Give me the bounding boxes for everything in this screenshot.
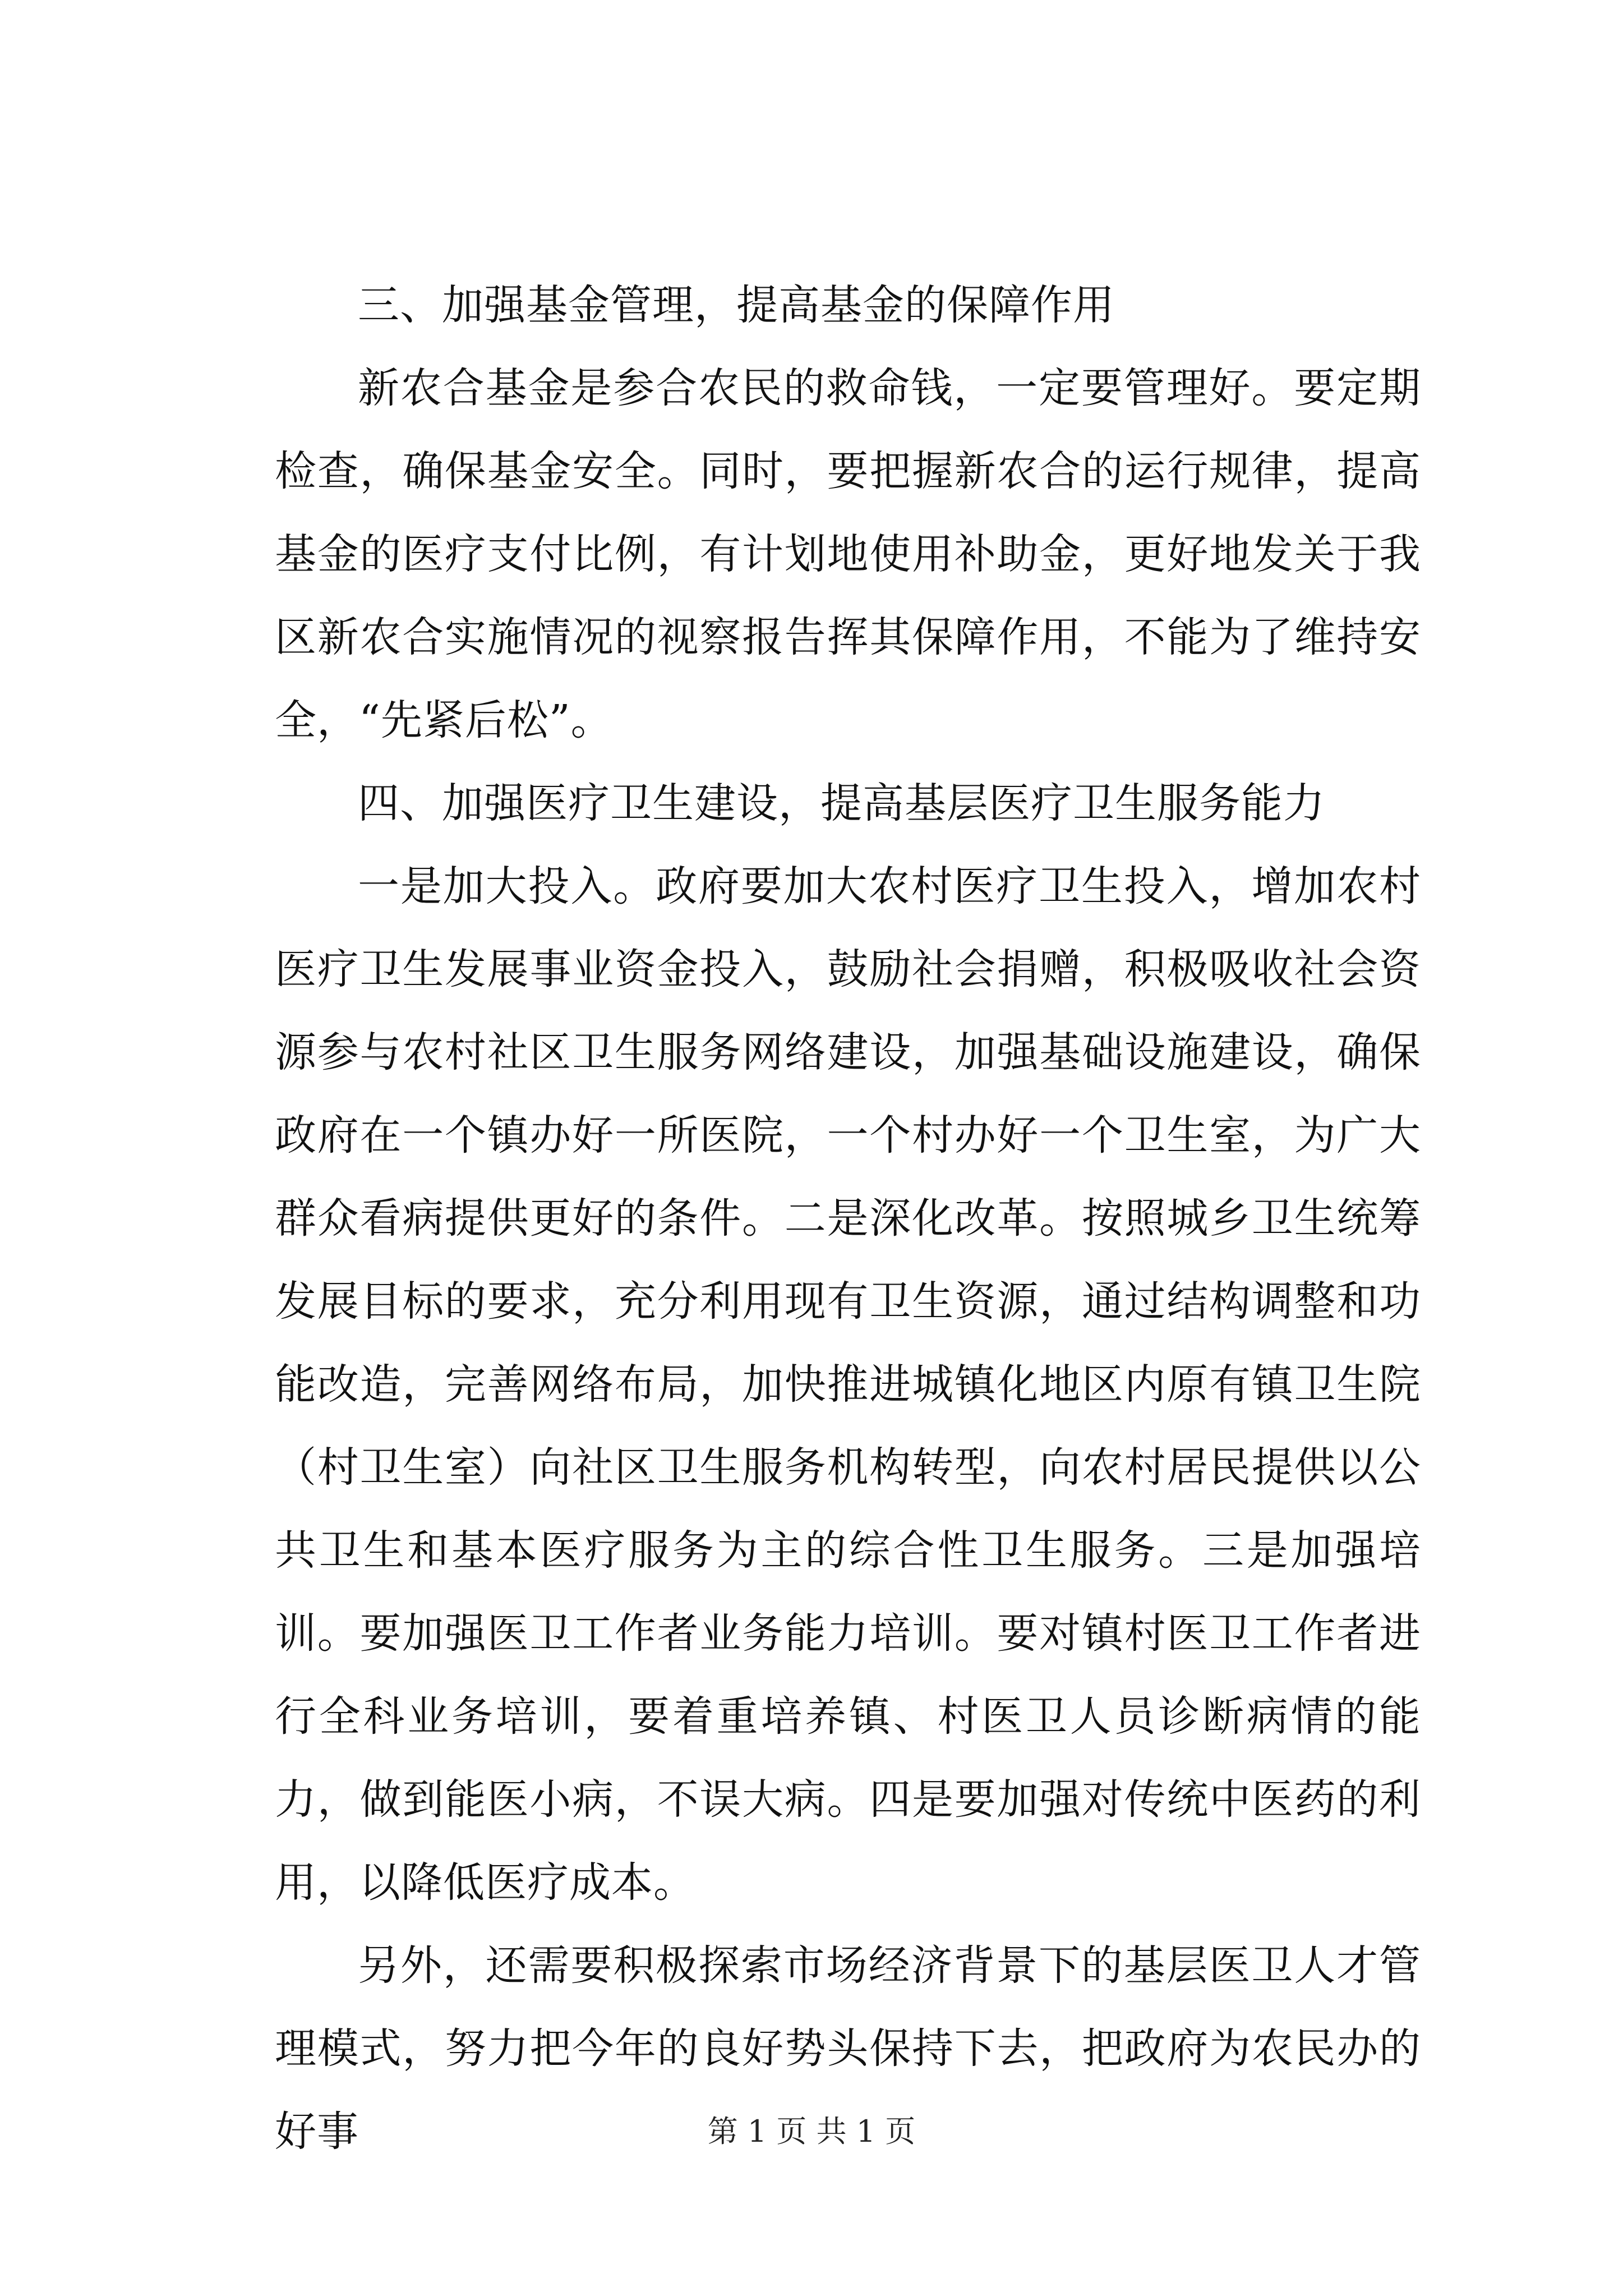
- section-heading-3: 三、加强基金管理，提高基金的保障作用: [358, 281, 1115, 329]
- section-heading-4: 四、加强医疗卫生建设，提高基层医疗卫生服务能力: [358, 779, 1325, 827]
- paragraph-healthcare-building: 一是加大投入。政府要加大农村医疗卫生投入，增加农村医疗卫生发展事业资金投入，鼓励社会捐赠，积极吸收社会资源参与农村社区卫生服务网络建设，加强基础设施建设，确保政府在一个镇办好一所医院，一个村办好一个卫生室，为广大群众看病提供更好的条件。二是深化改革。按照城乡卫生统筹发展目标的要求，充分利用现有卫生资源，通过结构调整和功能改造，完善网络布局，加快推进城镇化地区内原有镇卫生院（村卫生室）向社区卫生服务机构转型，向农村居民提供以公共卫生和基本医疗服务为主的综合性卫生服务。三是加强培训。要加强医卫工作者业务能力培训。要对镇村医卫工作者进行全科业务培训，要着重培养镇、村医卫人员诊断病情的能力，做到能医小病，不误大病。四是要加强对传统中医药的利用，以降低医疗成本。: [275, 862, 1421, 1907]
- document-body: [275, 264, 1421, 2173]
- page-footer: 第 1 页 共 1 页: [707, 2114, 916, 2149]
- paragraph-fund-management: 新农合基金是参合农民的救命钱，一定要管理好。要定期检查，确保基金安全。同时，要把握新农合的运行规律，提高基金的医疗支付比例，有计划地使用补助金，更好地发关于我区新农合实施情况的视察报告挥其保障作用，不能为了维持安全，“先紧后松”。: [275, 364, 1421, 744]
- paragraph-additional: 另外，还需要积极探索市场经济背景下的基层医卫人才管理模式，努力把今年的良好势头保持下去，把政府为农民办的好事: [275, 1941, 1421, 2156]
